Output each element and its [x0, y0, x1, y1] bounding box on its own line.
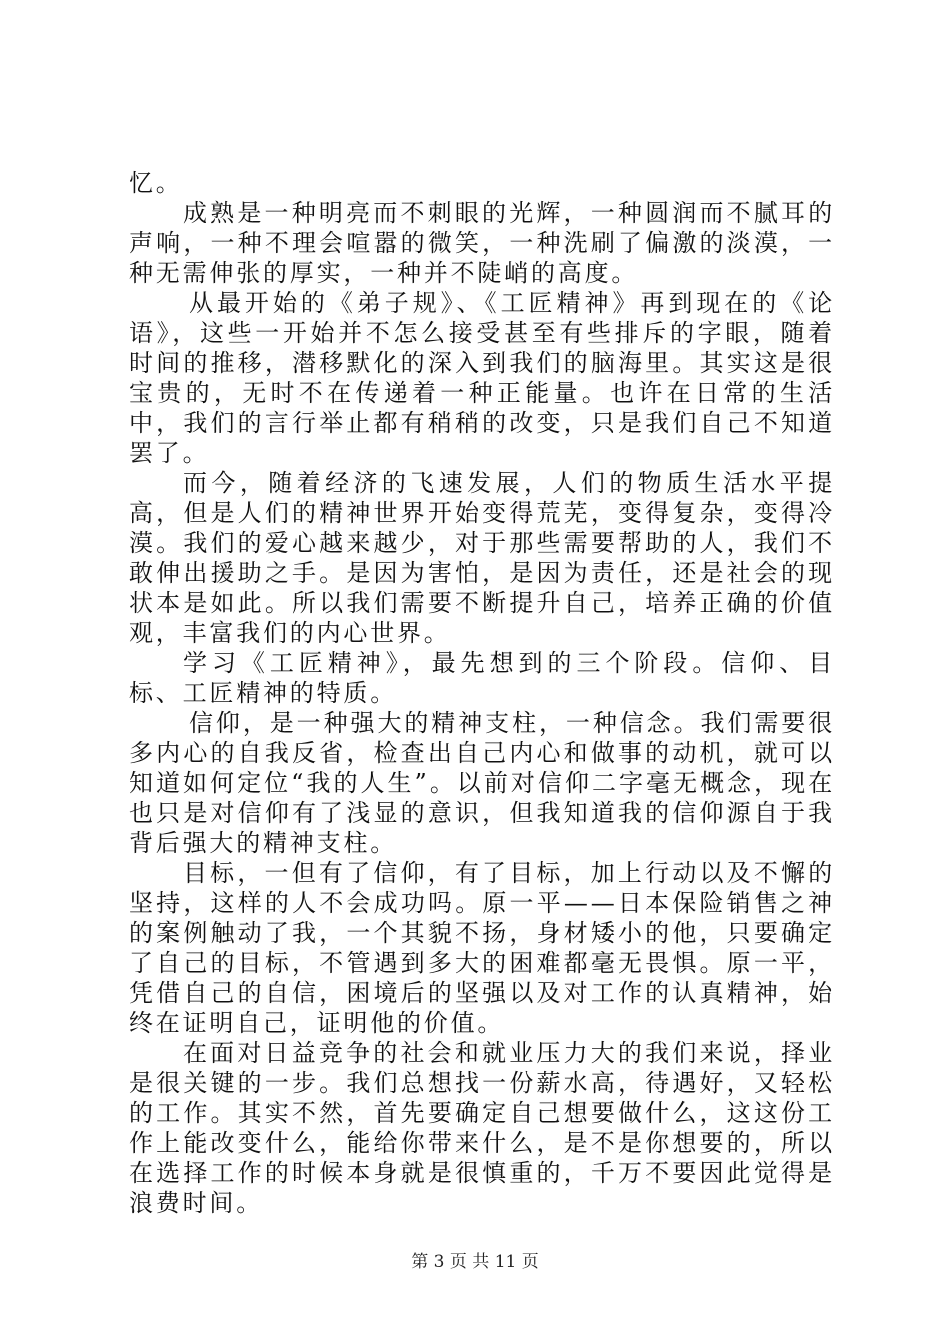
paragraph: 目标，一但有了信仰，有了目标，加上行动以及不懈的坚持，这样的人不会成功吗。原一平——日本保险销售之神的案例触动了我，一个其貌不扬，身材矮小的他，只要确定了自己的目标，不管遇到多大的困难都毫无畏惧。原一平，凭借自己的自信，困境后的坚强以及对工作的认真精神，始终在证明自己，证明他的价值。: [129, 859, 835, 1037]
paragraph: 忆。: [129, 169, 183, 197]
paragraph: 而今，随着经济的飞速发展，人们的物质生活水平提高，但是人们的精神世界开始变得荒芜，变得复杂，变得冷漠。我们的爱心越来越少，对于那些需要帮助的人，我们不敢伸出援助之手。是因为害怕，是因为责任，还是社会的现状本是如此。所以我们需要不断提升自己，培养正确的价值观，丰富我们的内心世界。: [129, 469, 835, 647]
body-text: [129, 168, 835, 1218]
page-number-footer: 第 3 页 共 11 页: [411, 1252, 539, 1272]
paragraph: 在面对日益竞争的社会和就业压力大的我们来说，择业是很关键的一步。我们总想找一份薪水高，待遇好，又轻松的工作。其实不然，首先要确定自己想要做什么，这这份工作上能改变什么，能给你带来什么，是不是你想要的，所以在选择工作的时候本身就是很慎重的，千万不要因此觉得是浪费时间。: [129, 1039, 835, 1217]
paragraph: 信仰，是一种强大的精神支柱，一种信念。我们需要很多内心的自我反省，检查出自己内心和做事的动机，就可以知道如何定位“我的人生”。以前对信仰二字毫无概念，现在也只是对信仰有了浅显的意识，但我知道我的信仰源自于我背后强大的精神支柱。: [129, 709, 835, 857]
paragraph: 从最开始的《弟子规》、《工匠精神》再到现在的《论语》，这些一开始并不怎么接受甚至有些排斥的字眼，随着时间的推移，潜移默化的深入到我们的脑海里。其实这是很宝贵的，无时不在传递着一种正能量。也许在日常的生活中，我们的言行举止都有稍稍的改变，只是我们自己不知道罢了。: [129, 289, 835, 467]
paragraph: 学习《工匠精神》，最先想到的三个阶段。信仰、目标、工匠精神的特质。: [129, 649, 835, 707]
paragraph: 成熟是一种明亮而不刺眼的光辉，一种圆润而不腻耳的声响，一种不理会喧嚣的微笑，一种洗刷了偏激的淡漠，一种无需伸张的厚实，一种并不陡峭的高度。: [129, 199, 835, 287]
